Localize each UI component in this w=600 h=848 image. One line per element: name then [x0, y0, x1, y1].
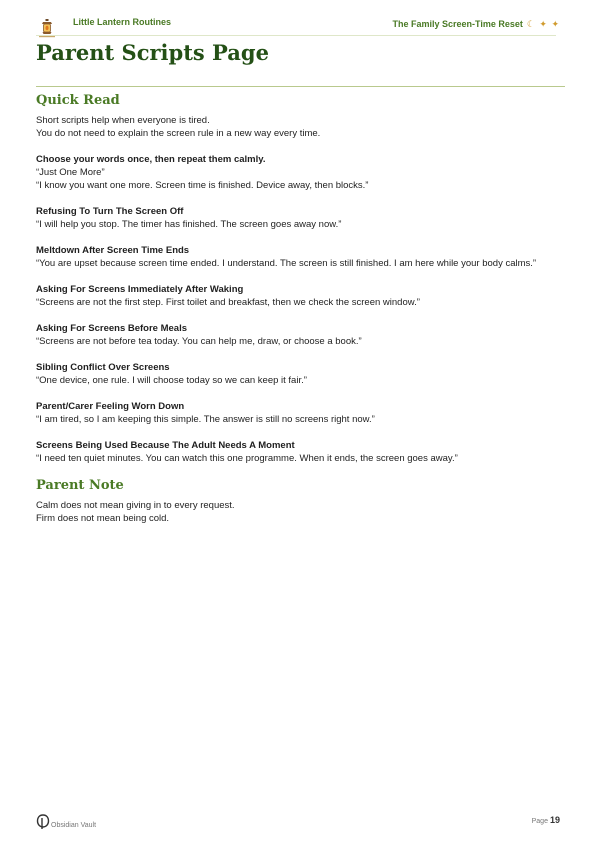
script-quote: “Screens are not before tea today. You can help me, draw, or choose a book.” [36, 336, 362, 347]
title-divider [36, 86, 565, 87]
script-block [36, 283, 566, 309]
script-quote: “You are upset because screen time ended. I understand. The screen is still finished. I am here while your body calms.” [36, 258, 537, 269]
intro-line: “Just One More” [36, 167, 105, 178]
quick-read-heading: Quick Read [36, 93, 120, 108]
script-block [36, 400, 566, 426]
header-divider [36, 35, 556, 36]
script-title: Asking For Screens Before Meals [36, 323, 187, 334]
intro-block [36, 153, 566, 192]
script-block [36, 205, 566, 231]
quick-read-line: You do not need to explain the screen rule in a new way every time. [36, 128, 321, 139]
script-quote: “I am tired, so I am keeping this simple. The answer is still no screens right now.” [36, 414, 375, 425]
script-block [36, 439, 566, 465]
script-title: Screens Being Used Because The Adult Needs A Moment [36, 440, 295, 451]
intro-line: “I know you want one more. Screen time is finished. Device away, then blocks.” [36, 180, 369, 191]
obsidian-vault-logo-icon [36, 814, 50, 830]
parent-note-line: Firm does not mean being cold. [36, 513, 170, 524]
guide-title: The Family Screen-Time Reset ☾ ✦ ✦ [392, 19, 560, 29]
script-block [36, 244, 566, 270]
script-quote: “I will help you stop. The timer has finished. The screen goes away now.” [36, 219, 342, 230]
script-title: Sibling Conflict Over Screens [36, 362, 170, 373]
footer-brand: Obsidian Vault [51, 822, 97, 829]
parent-note-heading: Parent Note [36, 478, 124, 493]
page-title: Parent Scripts Page [36, 40, 269, 65]
script-title: Asking For Screens Immediately After Waking [36, 284, 244, 295]
parent-note-section [36, 477, 566, 525]
script-title: Parent/Carer Feeling Worn Down [36, 401, 185, 412]
script-block [36, 322, 566, 348]
script-quote: “Screens are not the first step. First toilet and breakfast, then we check the screen window.” [36, 297, 420, 308]
quick-read-line: Short scripts help when everyone is tired. [36, 115, 210, 126]
script-title: Meltdown After Screen Time Ends [36, 245, 190, 256]
script-quote: “One device, one rule. I will choose today so we can keep it fair.” [36, 375, 307, 386]
script-block [36, 361, 566, 387]
script-quote: “I need ten quiet minutes. You can watch this one programme. When it ends, the screen goes away.” [36, 453, 458, 464]
page-number: Page 19 [531, 815, 560, 825]
parent-note-line: Calm does not mean giving in to every request. [36, 500, 235, 511]
brand-name: Little Lantern Routines [73, 17, 172, 27]
script-title: Refusing To Turn The Screen Off [36, 206, 184, 217]
moon-star-ornament-icon: ☾ ✦ ✦ [526, 19, 560, 29]
intro-title: Choose your words once, then repeat them calmly. [36, 154, 266, 165]
page-content [36, 92, 566, 525]
lantern-logo-icon [36, 18, 58, 40]
